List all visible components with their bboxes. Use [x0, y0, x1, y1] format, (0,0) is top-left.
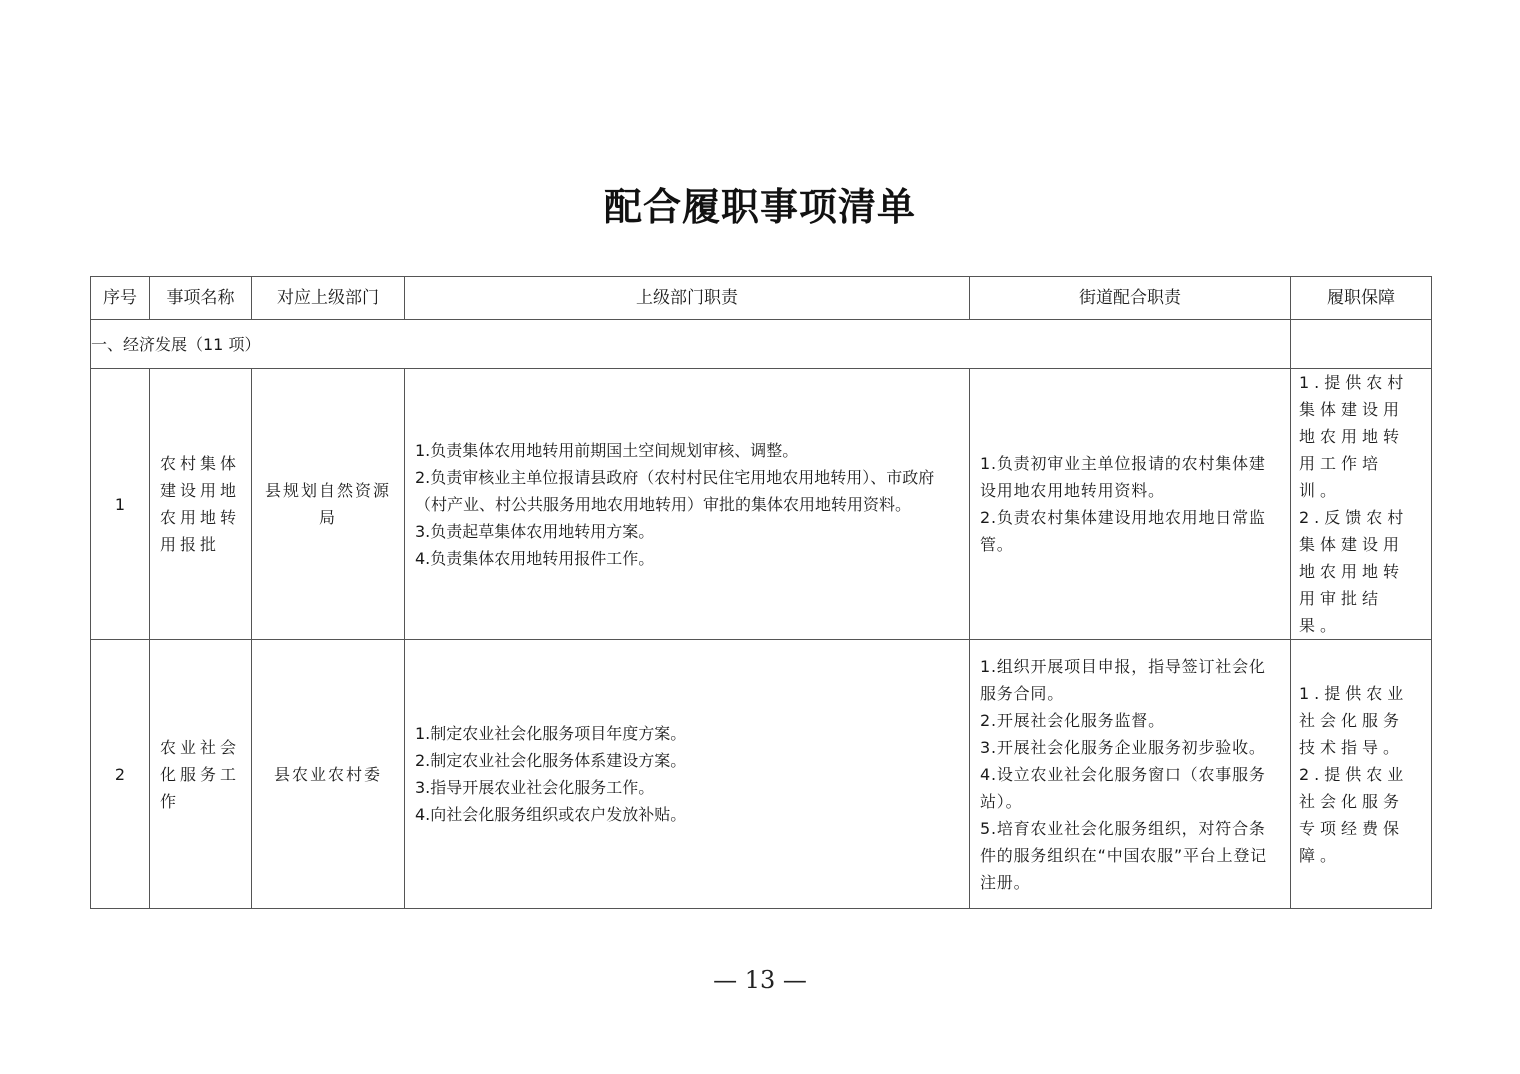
header-index: 序号 [91, 277, 150, 320]
section-empty-cell [1291, 320, 1432, 369]
street-duties [970, 640, 1291, 909]
header-street-duties: 街道配合职责 [970, 277, 1291, 320]
header-row [91, 277, 1432, 320]
duty-line: 1.负责集体农用地转用前期国土空间规划审核、调整。 [415, 440, 799, 460]
table-row [91, 640, 1432, 909]
street-line: 2.开展社会化服务监督。 [980, 710, 1165, 730]
guarantee-line: 1.提供农村集体建设用地农用地转用工作培训。 [1299, 373, 1409, 500]
duty-line: 2.负责审核业主单位报请县政府（农村村民住宅用地农用地转用）、市政府（村产业、村公共服务用地农用地转用）审批的集体农用地转用资料。 [415, 467, 935, 514]
section-title: 一、经济发展（11 项） [91, 320, 1291, 369]
duty-line: 2.制定农业社会化服务体系建设方案。 [415, 751, 687, 770]
guarantee [1291, 369, 1432, 640]
street-line: 1.负责初审业主单位报请的农村集体建设用地农用地转用资料。 [980, 454, 1266, 500]
dept-duties [405, 640, 970, 909]
guarantee-line: 2.提供农业社会化服务专项经费保障。 [1299, 764, 1409, 865]
guarantee [1291, 640, 1432, 909]
item-name: 农村集体建设用地农用地转用报批 [150, 369, 252, 640]
section-row [91, 320, 1432, 369]
item-name: 农业社会化服务工作 [150, 640, 252, 909]
street-line: 1.组织开展项目申报，指导签订社会化服务合同。 [980, 656, 1266, 703]
header-item-name: 事项名称 [150, 277, 252, 320]
dept-name: 县规划自然资源局 [252, 369, 405, 640]
duty-line: 4.负责集体农用地转用报件工作。 [415, 548, 655, 568]
row-index: 1 [91, 369, 150, 640]
duty-line: 3.负责起草集体农用地转用方案。 [415, 521, 655, 541]
street-duties [970, 369, 1291, 640]
guarantee-line: 2.反馈农村集体建设用地农用地转用审批结果。 [1299, 508, 1409, 635]
table-row [91, 369, 1432, 640]
header-dept: 对应上级部门 [252, 277, 405, 320]
dept-name: 县农业农村委 [252, 640, 405, 909]
street-line: 2.负责农村集体建设用地农用地日常监管。 [980, 508, 1266, 554]
street-line: 3.开展社会化服务企业服务初步验收。 [980, 737, 1266, 757]
page-title: 配合履职事项清单 [603, 184, 916, 229]
street-line: 5.培育农业社会化服务组织，对符合条件的服务组织在“中国农服”平台上登记注册。 [980, 818, 1267, 892]
duty-line: 3.指导开展农业社会化服务工作。 [415, 778, 655, 797]
row-index: 2 [91, 640, 150, 909]
street-line: 4.设立农业社会化服务窗口（农事服务站）。 [980, 764, 1266, 811]
duty-table [90, 276, 1432, 909]
dept-duties [405, 369, 970, 640]
page-number: — 13 — [713, 966, 807, 994]
guarantee-line: 1.提供农业社会化服务技术指导。 [1299, 683, 1409, 757]
duty-line: 1.制定农业社会化服务项目年度方案。 [415, 724, 687, 743]
header-dept-duties: 上级部门职责 [405, 277, 970, 320]
header-guarantee: 履职保障 [1291, 277, 1432, 320]
duty-line: 4.向社会化服务组织或农户发放补贴。 [415, 805, 687, 824]
